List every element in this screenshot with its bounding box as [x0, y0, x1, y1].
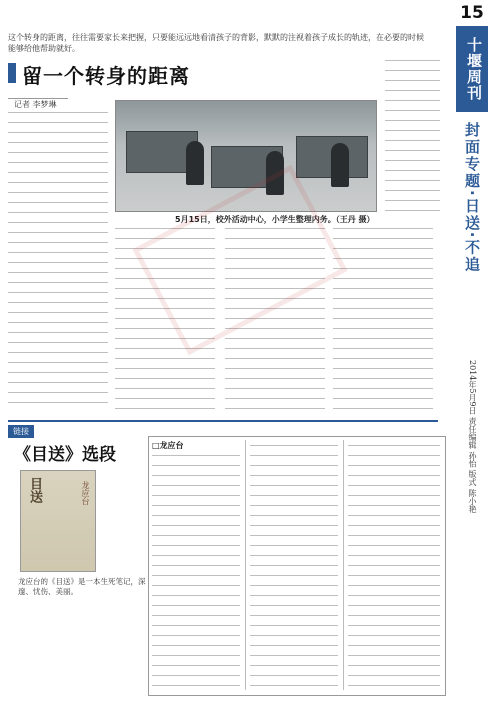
byline: 记者 李梦琳: [14, 100, 57, 109]
excerpt-column-2: [250, 445, 338, 689]
issue-meta: 2014年5月9日 责任编辑 孙怡 版式 陈小艳: [468, 360, 477, 513]
article-headline: 留一个转身的距离: [22, 64, 190, 88]
excerpt-divider-2: [343, 440, 344, 690]
excerpt-author: □龙应台: [152, 441, 184, 450]
masthead: [452, 0, 492, 703]
page-number: 15: [460, 3, 484, 23]
excerpt-divider-1: [245, 440, 246, 690]
excerpt-column-3: [348, 445, 440, 689]
headline-marker: [8, 63, 16, 83]
section-banner: 十堰周刊: [456, 26, 488, 112]
link-tag: 链接: [8, 425, 34, 438]
excerpt-column-1: [152, 455, 240, 689]
link-divider: [8, 420, 438, 422]
photo-caption: 5月15日，校外活动中心，小学生整理内务。（王丹 摄）: [175, 215, 375, 224]
book-title: 目送: [27, 477, 42, 503]
excerpt-title: 《目送》选段: [14, 445, 116, 465]
article-column-1: [8, 112, 108, 412]
book-cover: [20, 470, 96, 572]
book-caption: 龙应台的《目送》是一本生死笔记，深邃、忧伤、美丽。: [18, 577, 146, 596]
book-author: 龙应台: [81, 481, 90, 505]
feature-title: 封面专题·日送·不追: [463, 122, 481, 274]
article-lead: 这个转身的距离，往往需要家长来把握，只要能远远地看清孩子的背影，默默的注视着孩子成长的轨迹，在必要的时候能够给他帮助就好。: [8, 33, 424, 53]
article-column-5: [385, 60, 440, 215]
article-column-4: [333, 228, 433, 413]
